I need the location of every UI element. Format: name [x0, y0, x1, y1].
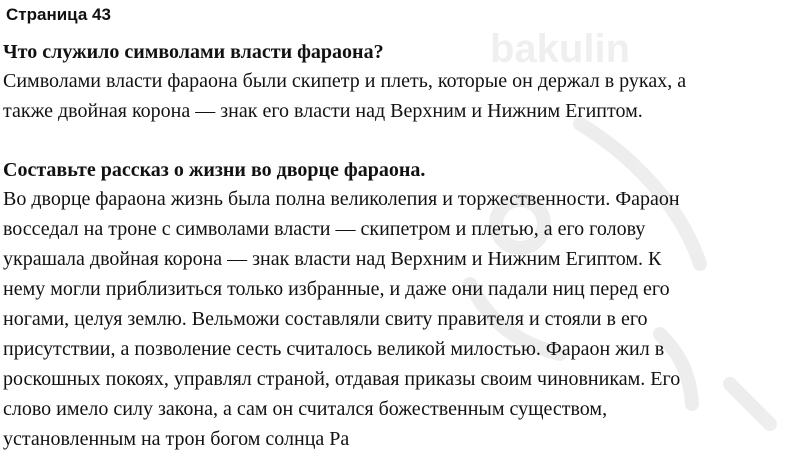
- section-spacer: [3, 126, 799, 156]
- answer-line: Символами власти фараона были скипетр и плеть, которые он держал в руках, а: [3, 70, 687, 92]
- answer-line: роскошных покоях, управлял страной, отдавая приказы своим чиновникам. Его: [3, 368, 681, 390]
- answer-line: слово имело силу закона, а сам он считался божественным существом,: [3, 398, 608, 420]
- document-content: [3, 38, 799, 454]
- question-heading: Составьте рассказ о жизни во дворце фараона.: [3, 159, 426, 181]
- question-heading: Что служило символами власти фараона?: [3, 41, 384, 63]
- answer-line: ногами, целуя землю. Вельможи составляли свиту правителя и стояли в его: [3, 308, 648, 330]
- answer-line: присутствии, а позволение сесть считалось великой милостью. Фараон жил в: [3, 338, 665, 360]
- answer-line: также двойная корона — знак его власти над Верхним и Нижним Египтом.: [3, 100, 643, 122]
- answer-line: установленным на трон богом солнца Ра: [3, 428, 350, 450]
- answer-line: восседал на троне с символами власти — скипетром и плетью, а его голову: [3, 218, 646, 240]
- qa-section-2: [3, 156, 799, 454]
- svg-text:bakulin: bakulin: [490, 27, 631, 71]
- qa-section-1: [3, 38, 799, 126]
- answer-line: Во дворце фараона жизнь была полна великолепия и торжественности. Фараон: [3, 188, 680, 210]
- answer-line: нему могли приблизиться только избранные, и даже они падали ниц перед его: [3, 278, 670, 300]
- page-number-heading: Страница 43: [6, 5, 111, 24]
- answer-line: украшала двойная корона — знак власти над Верхним и Нижним Египтом. К: [3, 248, 662, 270]
